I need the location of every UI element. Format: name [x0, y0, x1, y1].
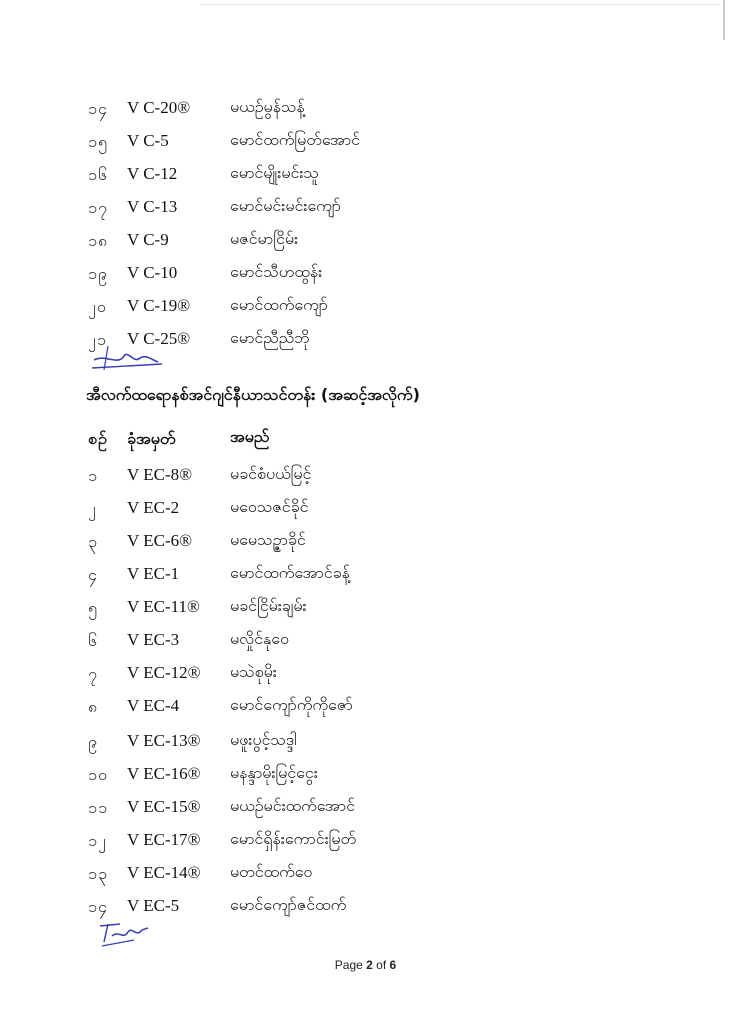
list-item: [0, 562, 731, 590]
seat-code: V EC-16®: [127, 764, 201, 783]
list-item: [0, 795, 731, 823]
student-name: မဝေသဇင်ခိုင်: [230, 497, 309, 516]
student-name: မဖူးပွင့်သဒ္ဒါ: [230, 730, 297, 749]
row-number: ၁၄: [88, 99, 108, 118]
student-name: မလှိုင်နုဝေ: [230, 629, 289, 648]
student-name: မောင်ထက်ကျော်: [230, 295, 328, 314]
row-number: ၂၀: [88, 297, 107, 316]
seat-code: V EC-1: [127, 564, 180, 583]
footer-prefix: Page: [334, 958, 367, 972]
seat-code: V EC-5: [127, 896, 180, 915]
list-item: [0, 496, 731, 524]
list-item: [0, 694, 731, 722]
list-item: [0, 762, 731, 790]
list-item: [0, 96, 731, 124]
student-name: မနန္ဒာမိုးမြင့်ငွေး: [230, 763, 318, 782]
seat-code: V EC-3: [127, 630, 180, 649]
row-number: ၁၀: [88, 765, 108, 784]
student-name: မောင်ထက်မြတ်အောင်: [230, 130, 361, 149]
student-name: မောင်ကျော်ဇင်ထက်: [230, 895, 347, 914]
seat-code: V C-12: [127, 164, 178, 183]
seat-code: V C-20®: [127, 98, 191, 117]
row-number: ၁၂: [88, 831, 107, 850]
row-number: ၁: [88, 466, 98, 485]
total-pages: 6: [389, 958, 397, 972]
student-name: မတင်ထက်ဝေ: [230, 862, 313, 881]
row-number: ၅: [88, 598, 98, 617]
row-number: ၇: [88, 664, 98, 683]
student-name: မသဲစုမိုး: [230, 662, 277, 681]
list-item: [0, 294, 731, 322]
row-number: ၁၆: [88, 165, 108, 184]
seat-code: V EC-8®: [127, 465, 193, 484]
student-name: မောင်မျိုးမင်းသူ: [230, 163, 319, 182]
row-number: ၆: [88, 631, 98, 650]
list-item: [0, 661, 731, 689]
row-number: ၁၉: [88, 264, 108, 283]
list-item: [0, 828, 731, 856]
seat-code: V C-9: [127, 230, 169, 249]
row-number: ၈: [88, 697, 99, 716]
row-number: ၄: [88, 565, 98, 584]
list-item: [0, 729, 731, 757]
list-item: [0, 861, 731, 889]
seat-code: V C-19®: [127, 296, 191, 315]
list-item: [0, 195, 731, 223]
student-name: မယဉ်မင်းထက်အောင်: [230, 796, 355, 815]
list-item: [0, 228, 731, 256]
seat-code: V C-25®: [127, 329, 191, 348]
row-number: ၉: [88, 732, 98, 751]
student-name: မယဉ်မွန်သန့်: [230, 97, 305, 116]
row-number: ၂: [88, 499, 97, 518]
list-item: [0, 595, 731, 623]
student-name: မောင်ထက်အောင်ခန့်: [230, 563, 350, 582]
row-number: ၂၁: [88, 330, 107, 349]
seat-code: V C-5: [127, 131, 169, 150]
list-item: [0, 261, 731, 289]
header-number: စဥ်: [88, 429, 108, 448]
student-name: မောင်ရှိန်းကောင်းမြတ်: [230, 829, 357, 848]
list-item: [0, 628, 731, 656]
student-name: မောင်ညီညီဘို: [230, 328, 310, 347]
signature-mark: [88, 340, 168, 374]
student-name: မမေသဥ္ဇာခိုင်: [230, 530, 306, 549]
row-number: ၁၇: [88, 198, 108, 217]
row-number: ၁၁: [88, 798, 108, 817]
seat-code: V EC-15®: [127, 797, 201, 816]
row-number: ၁၅: [88, 132, 108, 151]
seat-code: V EC-17®: [127, 830, 201, 849]
student-name: မခင်စံပယ်မြင့်: [230, 464, 312, 483]
student-name: မောင်သီဟထွန်း: [230, 262, 323, 281]
list-item: [0, 129, 731, 157]
row-number: ၁၈: [88, 231, 109, 250]
header-name: အမည်: [230, 427, 270, 446]
row-number: ၃: [88, 532, 98, 551]
list-item: [0, 463, 731, 491]
seat-code: V C-10: [127, 263, 178, 282]
seat-code: V EC-14®: [127, 863, 201, 882]
student-name: မခင်ငြိမ်းချမ်း: [230, 596, 307, 615]
footer-of: of: [372, 958, 390, 972]
table-header: [0, 426, 731, 454]
student-name: မောင်မင်းမင်းကျော်: [230, 196, 341, 215]
list-item: [0, 162, 731, 190]
seat-code: V EC-4: [127, 696, 180, 715]
seat-code: V EC-6®: [127, 531, 193, 550]
section-title: အီလက်ထရောနစ်အင်ဂျင်နီယာသင်တန်း (အဆင့်အလိုက်): [86, 385, 420, 404]
seat-code: V EC-11®: [127, 597, 200, 616]
scan-edge-mark: [200, 4, 720, 5]
seat-code: V EC-12®: [127, 663, 201, 682]
page-footer: [0, 958, 731, 972]
scan-edge-shadow: [723, 0, 725, 40]
student-name: မောင်ကျော်ကိုကိုဇော်: [230, 695, 353, 714]
seat-code: V EC-13®: [127, 731, 201, 750]
signature-mark: [94, 916, 154, 950]
row-number: ၁၄: [88, 897, 108, 916]
student-name: မဇင်မာငြိမ်း: [230, 229, 299, 248]
header-seat-code: ခုံအမှတ်: [127, 429, 176, 448]
seat-code: V C-13: [127, 197, 178, 216]
row-number: ၁၃: [88, 864, 108, 883]
list-item: [0, 529, 731, 557]
seat-code: V EC-2: [127, 498, 180, 517]
current-page: 2: [366, 958, 373, 972]
